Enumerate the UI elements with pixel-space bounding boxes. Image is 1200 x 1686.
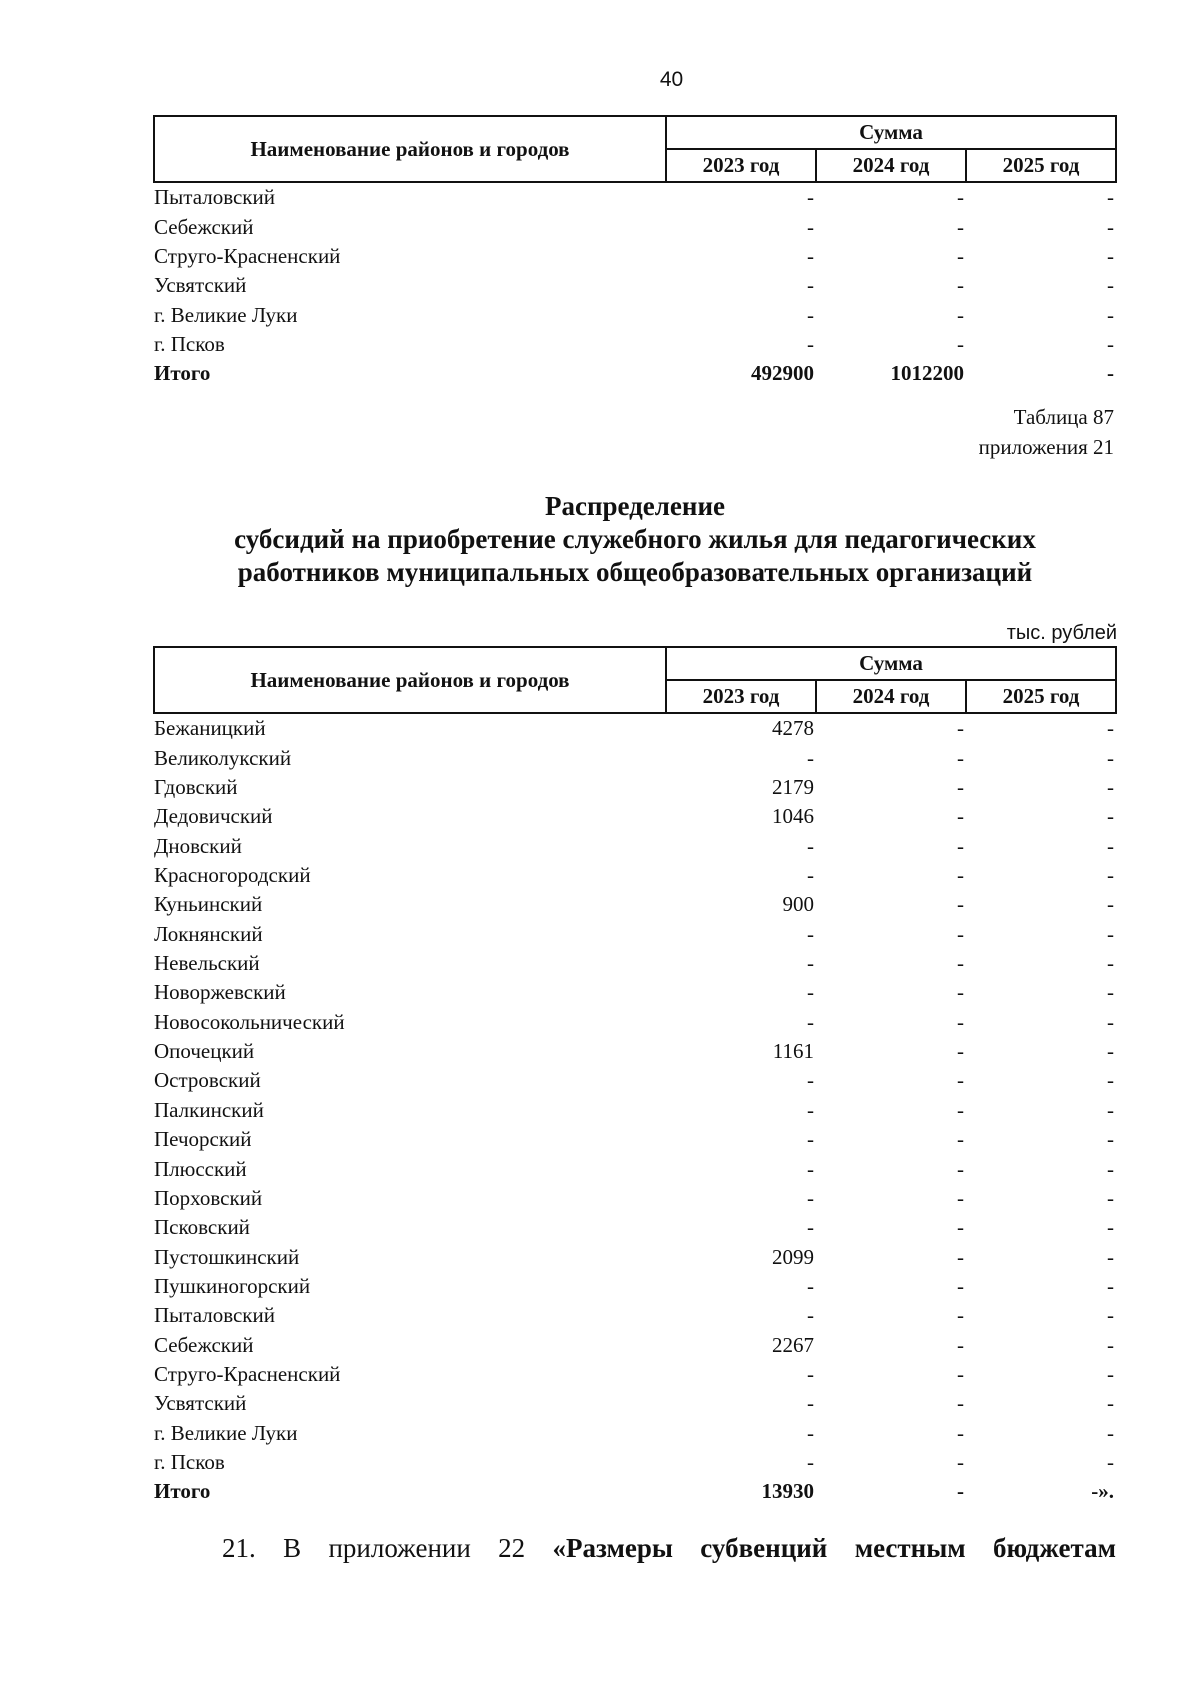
- row-value: -: [1107, 1185, 1115, 1210]
- table-number-label: Таблица 87: [1013, 405, 1114, 429]
- row-value: -: [957, 1303, 964, 1328]
- row-value: -: [957, 1009, 964, 1034]
- row-value: -: [957, 892, 964, 917]
- row-value: -: [807, 980, 814, 1005]
- row-name: г. Псков: [154, 332, 225, 357]
- row-value: -: [807, 1449, 814, 1474]
- table-row: [154, 919, 1116, 948]
- row-name: Себежский: [154, 1332, 254, 1357]
- table-row: [154, 1418, 1116, 1447]
- row-value: 1161: [772, 1039, 814, 1064]
- row-name: Порховский: [154, 1185, 263, 1210]
- paragraph-bold-text: «Размеры субвенций местным бюджетам: [552, 1533, 1116, 1563]
- table-row: [154, 802, 1116, 831]
- row-value: -: [957, 1156, 964, 1181]
- row-value: -: [1107, 1156, 1115, 1181]
- row-value: -: [807, 1215, 814, 1240]
- table-row: [154, 1007, 1116, 1036]
- row-value: -: [957, 921, 964, 946]
- unit-label: тыс. рублей: [1006, 622, 1117, 644]
- row-value: 2179: [772, 775, 814, 800]
- row-value: -: [957, 1420, 964, 1445]
- table-total-row: [154, 359, 1116, 388]
- row-value: -: [807, 833, 814, 858]
- table-row: [154, 1272, 1116, 1301]
- table-total-row: [154, 1477, 1116, 1506]
- title-line: субсидий на приобретение служебного жилья для педагогических: [234, 524, 1036, 554]
- table-row: [154, 1066, 1116, 1095]
- row-name: г. Великие Луки: [154, 302, 298, 327]
- row-name: Дедовичский: [154, 804, 273, 829]
- document-title: [153, 490, 1117, 589]
- table-row: [154, 949, 1116, 978]
- table-row: [154, 271, 1116, 300]
- row-value: -: [1107, 1215, 1115, 1240]
- row-value: -: [957, 302, 964, 327]
- row-value: -: [1107, 745, 1115, 770]
- table-row: [154, 743, 1116, 772]
- row-name: Пыталовский: [154, 1303, 275, 1328]
- row-value: -: [807, 185, 814, 210]
- row-name: Новоржевский: [154, 980, 286, 1005]
- row-value: -: [807, 1273, 814, 1298]
- row-name: Усвятский: [154, 273, 247, 298]
- row-name: Новосокольнический: [154, 1009, 345, 1034]
- row-value: -: [957, 1039, 964, 1064]
- row-value: -: [1107, 1303, 1115, 1328]
- table-row: [154, 1095, 1116, 1124]
- row-name: г. Великие Луки: [154, 1420, 298, 1445]
- row-value: -: [807, 1303, 814, 1328]
- row-name: г. Псков: [154, 1449, 225, 1474]
- table-row: [154, 242, 1116, 271]
- row-value: -: [957, 1185, 964, 1210]
- row-name: Куньинский: [154, 892, 263, 917]
- row-value: -: [807, 1127, 814, 1152]
- total-value: 492900: [751, 361, 814, 386]
- row-name: Себежский: [154, 214, 254, 239]
- row-name: Струго-Красненский: [154, 1361, 341, 1386]
- row-name: Опочецкий: [154, 1039, 255, 1064]
- row-value: -: [957, 1097, 964, 1122]
- appendix-label: приложения 21: [978, 435, 1114, 459]
- table-row: [154, 1154, 1116, 1183]
- row-name: Локнянский: [154, 921, 263, 946]
- total-value: -».: [1091, 1479, 1115, 1504]
- row-value: -: [807, 1097, 814, 1122]
- total-value: 13930: [761, 1479, 814, 1504]
- row-value: -: [957, 745, 964, 770]
- row-value: -: [1107, 1068, 1115, 1093]
- total-label: Итого: [154, 1479, 211, 1504]
- table-1: [153, 115, 1117, 388]
- row-value: -: [1107, 863, 1115, 888]
- row-value: -: [807, 1391, 814, 1416]
- row-value: -: [1107, 833, 1115, 858]
- table-row: [154, 831, 1116, 860]
- row-value: -: [957, 185, 964, 210]
- row-name: Невельский: [154, 951, 260, 976]
- row-value: -: [1107, 1391, 1115, 1416]
- title-line: работников муниципальных общеобразовательных организаций: [237, 557, 1033, 587]
- row-name: Красногородский: [154, 863, 311, 888]
- table2-head-name: Наименование районов и городов: [154, 647, 666, 713]
- table1-head-year: 2025 год: [966, 149, 1116, 182]
- row-value: -: [1107, 1097, 1115, 1122]
- row-value: -: [1107, 951, 1115, 976]
- row-value: -: [957, 1068, 964, 1093]
- row-value: -: [957, 273, 964, 298]
- row-value: -: [1107, 302, 1115, 327]
- row-name: Островский: [154, 1068, 261, 1093]
- row-value: -: [807, 921, 814, 946]
- row-value: -: [1107, 1009, 1115, 1034]
- total-value: 1012200: [890, 361, 964, 386]
- table-row: [154, 1242, 1116, 1271]
- row-value: -: [957, 214, 964, 239]
- row-value: -: [1107, 921, 1115, 946]
- row-value: -: [957, 775, 964, 800]
- table-row: [154, 1184, 1116, 1213]
- page-number: 40: [659, 68, 684, 91]
- table1-head-sum: Сумма: [666, 116, 1116, 149]
- row-value: -: [1107, 185, 1115, 210]
- row-value: -: [957, 1127, 964, 1152]
- table-row: [154, 182, 1116, 212]
- row-name: Струго-Красненский: [154, 244, 341, 269]
- row-value: 1046: [772, 804, 814, 829]
- row-value: 2267: [772, 1332, 814, 1357]
- table-row: [154, 773, 1116, 802]
- total-value: -: [1107, 361, 1115, 386]
- row-value: -: [957, 1273, 964, 1298]
- row-value: -: [807, 1361, 814, 1386]
- row-value: -: [957, 1332, 964, 1357]
- row-value: 2099: [772, 1244, 814, 1269]
- table-row: [154, 330, 1116, 359]
- table-row: [154, 890, 1116, 919]
- row-value: -: [1107, 273, 1115, 298]
- row-value: -: [807, 244, 814, 269]
- row-value: -: [957, 804, 964, 829]
- row-value: -: [1107, 775, 1115, 800]
- row-value: -: [807, 745, 814, 770]
- row-value: -: [807, 951, 814, 976]
- row-value: -: [1107, 980, 1115, 1005]
- total-label: Итого: [154, 361, 211, 386]
- row-value: -: [1107, 214, 1115, 239]
- row-value: -: [957, 716, 964, 741]
- row-value: -: [807, 1068, 814, 1093]
- row-value: -: [807, 1185, 814, 1210]
- row-value: 4278: [772, 716, 814, 741]
- table-row: [154, 978, 1116, 1007]
- row-name: Усвятский: [154, 1391, 247, 1416]
- table-row: [154, 861, 1116, 890]
- row-name: Печорский: [154, 1127, 252, 1152]
- table1-head-year: 2023 год: [666, 149, 816, 182]
- row-value: -: [957, 863, 964, 888]
- row-value: -: [1107, 1449, 1115, 1474]
- row-value: -: [957, 980, 964, 1005]
- row-value: -: [957, 833, 964, 858]
- row-value: -: [957, 1361, 964, 1386]
- row-name: Великолукский: [154, 745, 292, 770]
- row-name: Бежаницкий: [154, 716, 266, 741]
- row-name: Пушкиногорский: [154, 1273, 311, 1298]
- row-value: -: [807, 1420, 814, 1445]
- row-value: -: [807, 332, 814, 357]
- row-name: Палкинский: [154, 1097, 264, 1122]
- row-name: Гдовский: [154, 775, 238, 800]
- table-row: [154, 300, 1116, 329]
- row-value: -: [1107, 892, 1115, 917]
- row-value: -: [1107, 1039, 1115, 1064]
- table-row: [154, 713, 1116, 743]
- row-value: -: [807, 273, 814, 298]
- table-row: [154, 1213, 1116, 1242]
- total-value: -: [957, 1479, 964, 1504]
- row-value: -: [957, 1244, 964, 1269]
- table-row: [154, 1448, 1116, 1477]
- table-row: [154, 1360, 1116, 1389]
- table-row: [154, 1037, 1116, 1066]
- row-value: -: [1107, 1127, 1115, 1152]
- table-row: [154, 1389, 1116, 1418]
- row-value: -: [957, 244, 964, 269]
- row-value: -: [1107, 332, 1115, 357]
- table2-head-sum: Сумма: [666, 647, 1116, 680]
- row-name: Псковский: [154, 1215, 250, 1240]
- row-value: -: [957, 1215, 964, 1240]
- table-row: [154, 1330, 1116, 1359]
- table-2: [153, 646, 1117, 1506]
- row-value: -: [1107, 1420, 1115, 1445]
- row-name: Пыталовский: [154, 185, 275, 210]
- table-row: [154, 212, 1116, 241]
- row-value: -: [807, 863, 814, 888]
- row-name: Дновский: [154, 833, 242, 858]
- amendment-paragraph: [222, 1533, 1116, 1564]
- paragraph-prefix: 21. В приложении 22: [222, 1533, 526, 1563]
- row-value: -: [807, 1156, 814, 1181]
- row-value: -: [1107, 1273, 1115, 1298]
- row-value: -: [957, 332, 964, 357]
- row-value: -: [957, 951, 964, 976]
- row-value: -: [1107, 716, 1115, 741]
- row-value: -: [957, 1391, 964, 1416]
- table-row: [154, 1125, 1116, 1154]
- table1-head-year: 2024 год: [816, 149, 966, 182]
- row-value: -: [807, 302, 814, 327]
- row-value: -: [1107, 1244, 1115, 1269]
- table2-head-year: 2023 год: [666, 680, 816, 713]
- table2-head-year: 2025 год: [966, 680, 1116, 713]
- row-value: -: [957, 1449, 964, 1474]
- row-value: -: [807, 214, 814, 239]
- title-line: Распределение: [544, 491, 726, 521]
- row-name: Плюсский: [154, 1156, 247, 1181]
- table1-head-name: Наименование районов и городов: [154, 116, 666, 182]
- row-value: -: [807, 1009, 814, 1034]
- table2-head-year: 2024 год: [816, 680, 966, 713]
- row-name: Пустошкинский: [154, 1244, 300, 1269]
- row-value: 900: [782, 892, 814, 917]
- row-value: -: [1107, 244, 1115, 269]
- row-value: -: [1107, 804, 1115, 829]
- table-row: [154, 1301, 1116, 1330]
- row-value: -: [1107, 1332, 1115, 1357]
- row-value: -: [1107, 1361, 1115, 1386]
